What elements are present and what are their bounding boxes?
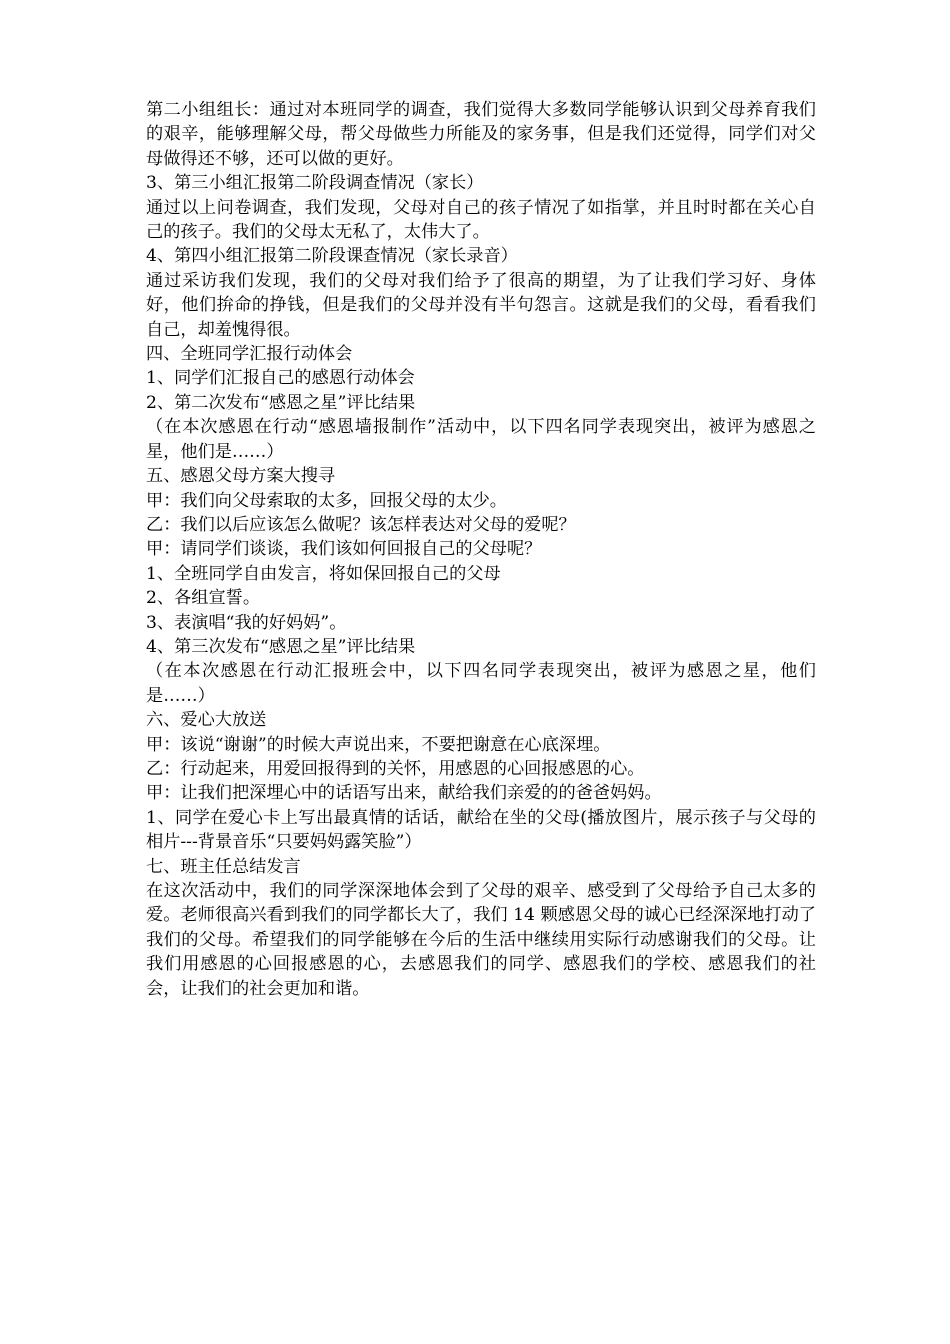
paragraph-second-award-note: （在本次感恩在行动“感恩墙报制作”活动中，以下四名同学表现突出，被评为感恩之星，他们是……） (146, 417, 816, 462)
paragraph-teacher-summary: 在这次活动中，我们的同学深深地体会到了父母的艰辛、感受到了父母给予自己太多的爱。老师很高兴看到我们的同学都长大了，我们 14 颗感恩父母的诚心已经深深地打动了我们的父母。希望我们的同学能够在今后的生活中继续用实际行动感谢我们的父母。让我们用感恩的心回报感恩的心，去感恩我们的同学、感恩我们的学校、感恩我们的社会，让我们的社会更加和谐。 (146, 881, 816, 999)
paragraph-interview-result: 通过采访我们发现，我们的父母对我们给予了很高的期望，为了让我们学习好、身体好，他们拚命的挣钱，但是我们的父母并没有半句怨言。这就是我们的父母，看看我们自己，却羞愧得很。 (146, 270, 816, 340)
document-page (146, 98, 816, 1001)
section-heading-4: 四、全班同学汇报行动体会 (146, 344, 353, 365)
dialogue-line-jia-4: 甲：让我们把深埋心中的话语写出来，献给我们亲爱的的爸爸妈妈。 (146, 783, 662, 804)
dialogue-line-jia-1: 甲：我们向父母索取的太多，回报父母的太少。 (146, 490, 507, 511)
section-heading-7: 七、班主任总结发言 (146, 856, 301, 877)
heading-group4-report: 4、第四小组汇报第二阶段课查情况（家长录音） (146, 246, 518, 267)
section-heading-6: 六、爱心大放送 (146, 710, 267, 731)
list-item-free-speech: 1、全班同学自由发言，将如保回报自己的父母 (146, 563, 501, 584)
list-item-song: 3、表演唱“我的好妈妈”。 (146, 612, 347, 633)
list-item-action-report: 1、同学们汇报自己的感恩行动体会 (146, 368, 415, 389)
dialogue-line-jia-2: 甲：请同学们谈谈，我们该如何回报自己的父母呢？ (146, 539, 542, 560)
section-heading-5: 五、感恩父母方案大搜寻 (146, 466, 336, 487)
paragraph-survey-result: 通过以上问卷调查，我们发现，父母对自己的孩子情况了如指掌，并且时时都在关心自己的孩子。我们的父母太无私了，太伟大了。 (146, 197, 816, 243)
paragraph-group2-leader: 第二小组组长：通过对本班同学的调查，我们觉得大多数同学能够认识到父母养育我们的艰辛，能够理解父母，帮父母做些力所能及的家务事，但是我们还觉得，同学们对父母做得还不够，还可以做的更好。 (146, 100, 816, 169)
paragraph-third-award-note: （在本次感恩在行动汇报班会中，以下四名同学表现突出，被评为感恩之星，他们是……） (146, 661, 816, 706)
dialogue-line-yi-2: 乙：行动起来，用爱回报得到的关怀，用感恩的心回报感恩的心。 (146, 758, 645, 779)
list-item-third-award: 4、第三次发布“感恩之星”评比结果 (146, 636, 416, 657)
dialogue-line-jia-3: 甲：该说“谢谢”的时候大声说出来，不要把谢意在心底深埋。 (146, 734, 611, 755)
list-item-oath: 2、各组宣誓。 (146, 588, 261, 609)
dialogue-line-yi-1: 乙：我们以后应该怎么做呢？该怎样表达对父母的爱呢？ (146, 514, 576, 535)
list-item-second-award: 2、第二次发布“感恩之星”评比结果 (146, 392, 416, 413)
list-item-love-card: 1、同学在爱心卡上写出最真情的话话，献给在坐的父母(播放图片，展示孩子与父母的相片---背景音乐“只要妈妈露笑脸”） (146, 807, 816, 853)
heading-group3-report: 3、第三小组汇报第二阶段调查情况（家长） (146, 173, 484, 194)
